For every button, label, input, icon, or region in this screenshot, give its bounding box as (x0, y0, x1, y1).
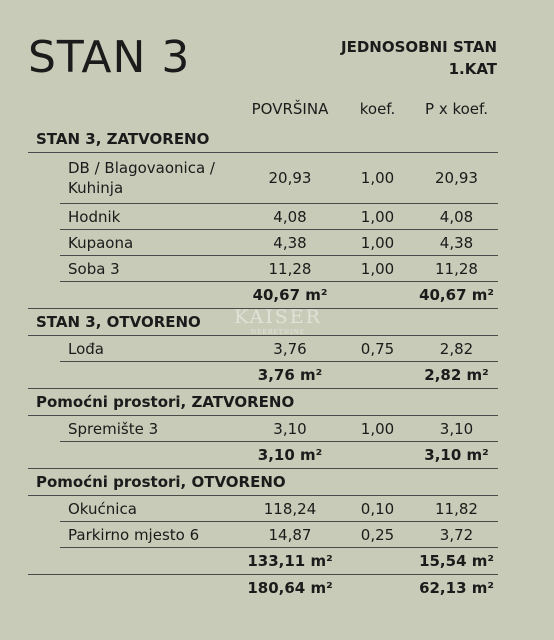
subtotal-area: 133,11 m² (247, 552, 333, 570)
grand-total-product: 62,13 m² (419, 578, 494, 597)
subtotal-product: 40,67 m² (419, 286, 494, 304)
table-row (60, 496, 498, 522)
room-product: 3,72 (439, 525, 474, 544)
subtotal-row (28, 362, 498, 389)
table-row (60, 522, 498, 548)
room-name: Hodnik (68, 207, 121, 226)
subtotal-row (28, 282, 498, 309)
room-name: Okućnica (68, 499, 137, 518)
room-product: 11,28 (435, 259, 478, 278)
column-header-product: P x koef. (425, 100, 488, 118)
room-area: 11,28 (268, 259, 312, 278)
table-row (60, 153, 498, 204)
table-row (60, 230, 498, 256)
room-coef: 1,00 (360, 233, 395, 252)
room-area: 14,87 (268, 525, 312, 544)
area-table (28, 96, 498, 600)
table-body (28, 126, 498, 575)
room-product: 11,82 (435, 499, 478, 518)
room-coef: 1,00 (360, 169, 395, 187)
floor-label: 1.KAT (448, 60, 497, 78)
column-header-coef: koef. (359, 100, 396, 118)
subtotal-product: 15,54 m² (419, 552, 494, 570)
room-coef: 1,00 (360, 207, 395, 226)
subtotal-row (28, 548, 498, 575)
room-area: 3,76 (273, 339, 307, 358)
table-row (60, 336, 498, 362)
watermark-name: KAISER (234, 306, 322, 328)
table-header (28, 96, 498, 126)
room-name: Lođa (68, 339, 104, 358)
section-heading: STAN 3, OTVORENO (28, 309, 498, 336)
room-coef: 1,00 (360, 259, 395, 278)
room-name: Soba 3 (68, 259, 120, 278)
room-product: 20,93 (435, 169, 478, 187)
grand-total-area: 180,64 m² (247, 578, 333, 597)
table-row (60, 204, 498, 230)
room-coef: 1,00 (360, 419, 395, 438)
room-product: 3,10 (439, 419, 474, 438)
subtotal-row (28, 442, 498, 469)
room-coef: 0,75 (360, 339, 395, 358)
room-name: Parkirno mjesto 6 (68, 525, 200, 544)
room-name: Spremište 3 (68, 419, 159, 438)
table-row (60, 416, 498, 442)
grand-total-row (28, 575, 498, 600)
room-coef: 0,25 (360, 525, 395, 544)
room-name: Kupaona (68, 233, 134, 252)
room-product: 4,08 (439, 207, 474, 226)
room-product: 4,38 (439, 233, 474, 252)
page-title: STAN 3 (28, 32, 191, 83)
room-area: 4,38 (273, 233, 307, 252)
subtotal-area: 3,10 m² (257, 446, 323, 464)
room-name: DB / Blagovaonica / Kuhinja (68, 159, 215, 197)
room-area: 20,93 (268, 169, 312, 187)
section-heading: STAN 3, ZATVORENO (28, 126, 498, 153)
apartment-type-label: JEDNOSOBNI STAN (341, 38, 497, 56)
section-heading: Pomoćni prostori, ZATVORENO (28, 389, 498, 416)
subtotal-area: 3,76 m² (257, 366, 323, 384)
watermark-tagline: NEKRETNINE (250, 329, 306, 336)
room-coef: 0,10 (360, 499, 395, 518)
table-row (60, 256, 498, 282)
apartment-type (341, 36, 497, 80)
subtotal-product: 3,10 m² (424, 446, 489, 464)
room-product: 2,82 (439, 339, 474, 358)
column-header-area: POVRŠINA (251, 100, 329, 118)
room-area: 3,10 (273, 419, 307, 438)
room-area: 4,08 (273, 207, 307, 226)
room-area: 118,24 (263, 499, 317, 518)
subtotal-area: 40,67 m² (252, 286, 328, 304)
section-heading: Pomoćni prostori, OTVORENO (28, 469, 498, 496)
subtotal-product: 2,82 m² (424, 366, 489, 384)
